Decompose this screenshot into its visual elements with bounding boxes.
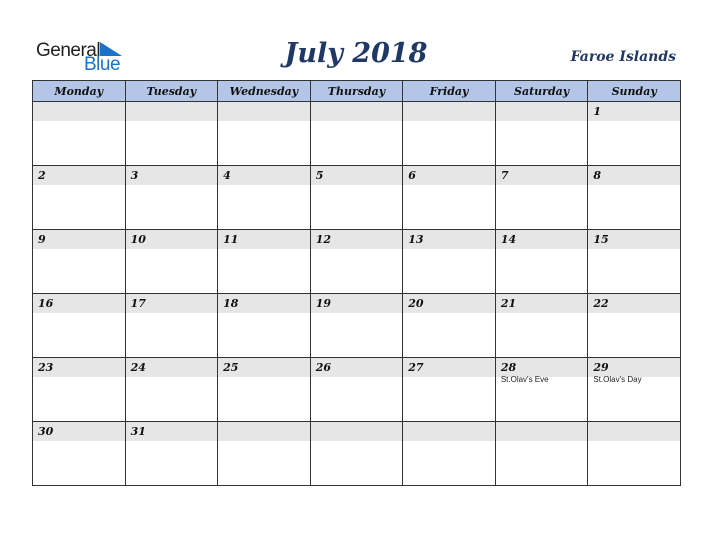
day-cell — [495, 166, 588, 230]
day-cell — [495, 422, 588, 486]
day-number — [218, 102, 310, 121]
day-number: 11 — [218, 230, 310, 249]
day-cell — [125, 230, 218, 294]
day-cell — [403, 294, 496, 358]
day-number — [403, 422, 495, 441]
day-number: 18 — [218, 294, 310, 313]
day-cell — [33, 230, 126, 294]
weekday-header: Monday — [33, 81, 126, 102]
day-number: 20 — [403, 294, 495, 313]
day-cell — [588, 294, 681, 358]
day-cell — [495, 102, 588, 166]
week-row — [33, 166, 681, 230]
day-cell — [125, 422, 218, 486]
day-cell — [33, 358, 126, 422]
day-number — [218, 422, 310, 441]
calendar-title: July 2018 — [284, 38, 428, 69]
day-number: 2 — [33, 166, 125, 185]
day-number — [33, 102, 125, 121]
weekday-header: Wednesday — [218, 81, 311, 102]
weekday-header: Tuesday — [125, 81, 218, 102]
day-cell — [495, 294, 588, 358]
day-cell — [403, 358, 496, 422]
day-number: 7 — [496, 166, 588, 185]
day-cell — [588, 102, 681, 166]
day-number — [126, 102, 218, 121]
week-row — [33, 294, 681, 358]
day-cell — [310, 166, 403, 230]
day-number: 26 — [311, 358, 403, 377]
day-number: 6 — [403, 166, 495, 185]
day-number: 9 — [33, 230, 125, 249]
holiday-label: St.Olav's Eve — [500, 375, 549, 384]
day-number: 10 — [126, 230, 218, 249]
day-cell — [310, 230, 403, 294]
week-row — [33, 358, 681, 422]
day-cell — [218, 422, 311, 486]
day-number: 25 — [218, 358, 310, 377]
day-number: 8 — [588, 166, 680, 185]
day-cell — [403, 102, 496, 166]
day-cell — [495, 230, 588, 294]
country-name: Faroe Islands — [570, 49, 676, 65]
day-cell — [588, 358, 681, 422]
day-cell — [310, 102, 403, 166]
day-number: 3 — [126, 166, 218, 185]
day-number: 24 — [126, 358, 218, 377]
day-number: 17 — [126, 294, 218, 313]
day-number: 22 — [588, 294, 680, 313]
day-number: 27 — [403, 358, 495, 377]
weekday-header: Saturday — [495, 81, 588, 102]
day-cell — [33, 102, 126, 166]
day-cell — [218, 358, 311, 422]
calendar-grid — [32, 80, 681, 486]
day-number: 30 — [33, 422, 125, 441]
weekday-header: Thursday — [310, 81, 403, 102]
day-cell — [403, 230, 496, 294]
day-number: 19 — [311, 294, 403, 313]
day-cell — [588, 166, 681, 230]
day-number — [588, 422, 680, 441]
day-number — [496, 102, 588, 121]
logo-text-general: General — [36, 40, 101, 61]
day-cell — [403, 166, 496, 230]
day-cell — [218, 102, 311, 166]
day-cell — [218, 294, 311, 358]
day-number: 1 — [588, 102, 680, 121]
day-number: 29 — [588, 358, 680, 377]
day-number — [311, 422, 403, 441]
day-number: 14 — [496, 230, 588, 249]
day-cell — [310, 358, 403, 422]
day-number: 16 — [33, 294, 125, 313]
day-cell — [495, 358, 588, 422]
holiday-label: St.Olav's Day — [593, 375, 642, 384]
day-cell — [33, 294, 126, 358]
day-number: 21 — [496, 294, 588, 313]
week-row — [33, 102, 681, 166]
day-cell — [218, 166, 311, 230]
weekday-header: Sunday — [588, 81, 681, 102]
day-number: 4 — [218, 166, 310, 185]
day-number: 12 — [311, 230, 403, 249]
day-number: 28 — [496, 358, 588, 377]
day-cell — [588, 422, 681, 486]
day-cell — [310, 294, 403, 358]
day-number: 31 — [126, 422, 218, 441]
day-cell — [125, 166, 218, 230]
day-cell — [588, 230, 681, 294]
day-number — [311, 102, 403, 121]
day-cell — [218, 230, 311, 294]
day-number: 15 — [588, 230, 680, 249]
day-cell — [403, 422, 496, 486]
logo-text-blue: Blue — [84, 54, 121, 75]
day-number: 23 — [33, 358, 125, 377]
day-number — [496, 422, 588, 441]
weekday-header-row — [33, 81, 681, 102]
day-cell — [310, 422, 403, 486]
day-cell — [125, 358, 218, 422]
week-row — [33, 230, 681, 294]
day-cell — [33, 422, 126, 486]
day-cell — [125, 102, 218, 166]
day-cell — [33, 166, 126, 230]
day-number: 13 — [403, 230, 495, 249]
day-cell — [125, 294, 218, 358]
day-number: 5 — [311, 166, 403, 185]
day-number — [403, 102, 495, 121]
weekday-header: Friday — [403, 81, 496, 102]
week-row — [33, 422, 681, 486]
